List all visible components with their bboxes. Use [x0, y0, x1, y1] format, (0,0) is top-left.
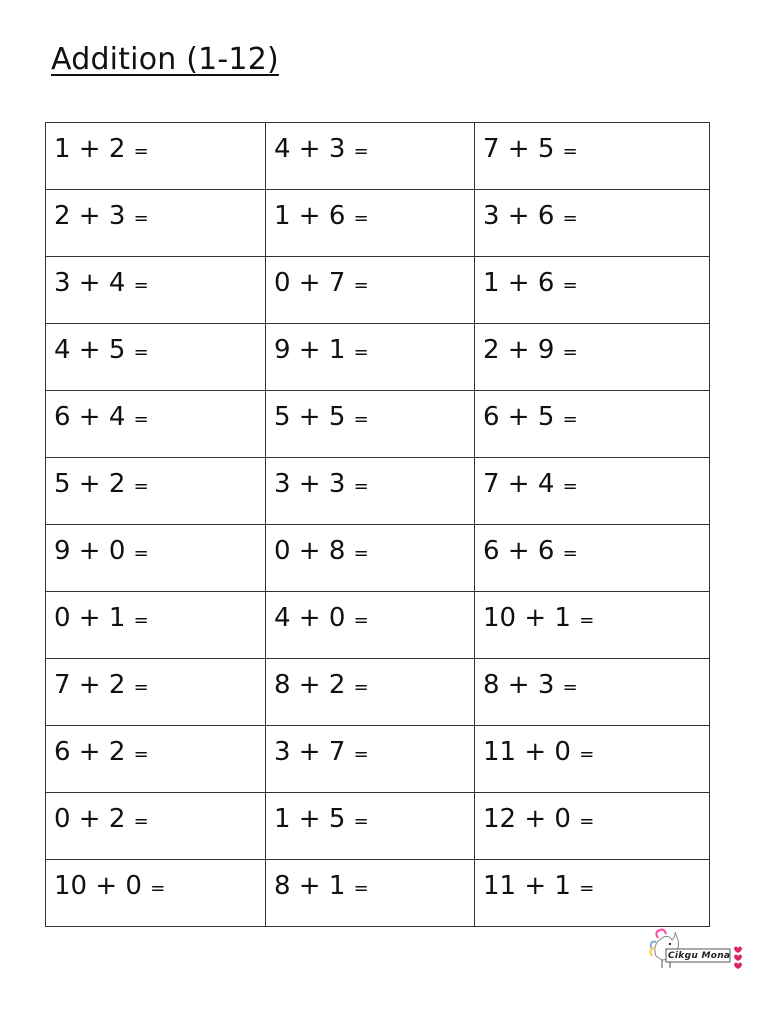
equals-sign: =: [562, 342, 578, 363]
addition-problem: [266, 793, 474, 840]
problem-cell: [266, 391, 475, 458]
problem-expression: 7 + 5: [483, 134, 555, 164]
addition-problem: [266, 190, 474, 237]
addition-problem: [266, 458, 474, 505]
worksheet-row: [46, 726, 710, 793]
problem-cell: [475, 123, 710, 190]
addition-problem: [266, 659, 474, 706]
problem-expression: 1 + 6: [483, 268, 555, 298]
equals-sign: =: [353, 275, 369, 296]
problem-expression: 4 + 3: [274, 134, 346, 164]
equals-sign: =: [133, 811, 149, 832]
worksheet-row: [46, 324, 710, 391]
problem-cell: [266, 257, 475, 324]
problem-cell: [266, 123, 475, 190]
equals-sign: =: [562, 141, 578, 162]
equals-sign: =: [562, 275, 578, 296]
problem-expression: 0 + 7: [274, 268, 346, 298]
worksheet-row: [46, 592, 710, 659]
equals-sign: =: [562, 208, 578, 229]
addition-problem: [46, 860, 265, 907]
problem-cell: [475, 458, 710, 525]
page-title: Addition (1-12): [51, 42, 279, 77]
problem-expression: 10 + 1: [483, 603, 571, 633]
addition-problem: [266, 525, 474, 572]
addition-problem: [46, 793, 265, 840]
problem-expression: 8 + 3: [483, 670, 555, 700]
addition-problem: [46, 391, 265, 438]
equals-sign: =: [353, 342, 369, 363]
problem-expression: 0 + 1: [54, 603, 126, 633]
problem-cell: [475, 324, 710, 391]
problem-cell: [46, 592, 266, 659]
equals-sign: =: [562, 476, 578, 497]
problem-expression: 3 + 4: [54, 268, 126, 298]
addition-problem: [46, 123, 265, 170]
equals-sign: =: [353, 677, 369, 698]
problem-expression: 9 + 1: [274, 335, 346, 365]
problem-cell: [46, 391, 266, 458]
problem-expression: 9 + 0: [54, 536, 126, 566]
problem-expression: 12 + 0: [483, 804, 571, 834]
equals-sign: =: [133, 677, 149, 698]
equals-sign: =: [133, 476, 149, 497]
addition-problem: [266, 257, 474, 304]
worksheet-body: [46, 123, 710, 927]
worksheet-row: [46, 391, 710, 458]
addition-problem: [266, 391, 474, 438]
addition-problem: [475, 391, 709, 438]
equals-sign: =: [353, 208, 369, 229]
equals-sign: =: [133, 409, 149, 430]
equals-sign: =: [353, 141, 369, 162]
addition-problem: [46, 458, 265, 505]
problem-cell: [475, 257, 710, 324]
addition-problem: [46, 324, 265, 371]
equals-sign: =: [353, 878, 369, 899]
addition-problem: [46, 190, 265, 237]
problem-expression: 11 + 0: [483, 737, 571, 767]
problem-cell: [266, 592, 475, 659]
problem-expression: 8 + 2: [274, 670, 346, 700]
addition-problem: [266, 324, 474, 371]
problem-cell: [46, 257, 266, 324]
worksheet-row: [46, 458, 710, 525]
equals-sign: =: [353, 543, 369, 564]
logo-text: Cikgu Mona: [668, 951, 731, 961]
addition-problem: [46, 726, 265, 773]
problem-cell: [266, 659, 475, 726]
equals-sign: =: [579, 878, 595, 899]
problem-expression: 4 + 0: [274, 603, 346, 633]
equals-sign: =: [353, 744, 369, 765]
problem-expression: 6 + 5: [483, 402, 555, 432]
addition-problem: [475, 324, 709, 371]
problem-cell: [46, 525, 266, 592]
addition-problem: [46, 525, 265, 572]
problem-expression: 10 + 0: [54, 871, 142, 901]
problem-cell: [46, 458, 266, 525]
problem-expression: 1 + 5: [274, 804, 346, 834]
addition-problem: [475, 860, 709, 907]
addition-problem: [475, 726, 709, 773]
problem-cell: [266, 458, 475, 525]
addition-problem: [46, 257, 265, 304]
equals-sign: =: [133, 208, 149, 229]
addition-problem: [475, 793, 709, 840]
worksheet-row: [46, 793, 710, 860]
problem-expression: 3 + 7: [274, 737, 346, 767]
addition-problem: [475, 123, 709, 170]
equals-sign: =: [579, 811, 595, 832]
problem-expression: 7 + 4: [483, 469, 555, 499]
worksheet-row: [46, 123, 710, 190]
problem-expression: 0 + 2: [54, 804, 126, 834]
problem-expression: 6 + 6: [483, 536, 555, 566]
equals-sign: =: [133, 342, 149, 363]
equals-sign: =: [133, 141, 149, 162]
problem-cell: [266, 860, 475, 927]
equals-sign: =: [579, 610, 595, 631]
addition-problem: [475, 458, 709, 505]
problem-cell: [46, 190, 266, 257]
problem-expression: 11 + 1: [483, 871, 571, 901]
problem-expression: 6 + 4: [54, 402, 126, 432]
problem-cell: [475, 391, 710, 458]
problem-expression: 3 + 6: [483, 201, 555, 231]
problem-expression: 4 + 5: [54, 335, 126, 365]
problem-cell: [46, 324, 266, 391]
addition-problem: [266, 726, 474, 773]
problem-expression: 5 + 5: [274, 402, 346, 432]
problem-cell: [46, 659, 266, 726]
worksheet-row: [46, 659, 710, 726]
problem-expression: 0 + 8: [274, 536, 346, 566]
worksheet-row: [46, 525, 710, 592]
problem-expression: 7 + 2: [54, 670, 126, 700]
problem-cell: [266, 190, 475, 257]
problem-cell: [475, 860, 710, 927]
problem-cell: [46, 793, 266, 860]
cikgu-mona-logo: [642, 926, 742, 970]
addition-problem: [475, 257, 709, 304]
equals-sign: =: [562, 409, 578, 430]
addition-worksheet-table: [45, 122, 710, 927]
equals-sign: =: [562, 543, 578, 564]
problem-cell: [266, 726, 475, 793]
problem-expression: 2 + 9: [483, 335, 555, 365]
problem-expression: 1 + 6: [274, 201, 346, 231]
problem-expression: 8 + 1: [274, 871, 346, 901]
problem-cell: [46, 123, 266, 190]
problem-cell: [475, 190, 710, 257]
equals-sign: =: [133, 543, 149, 564]
equals-sign: =: [562, 677, 578, 698]
equals-sign: =: [353, 409, 369, 430]
worksheet-row: [46, 860, 710, 927]
addition-problem: [46, 592, 265, 639]
equals-sign: =: [579, 744, 595, 765]
equals-sign: =: [150, 878, 166, 899]
addition-problem: [266, 860, 474, 907]
problem-cell: [475, 525, 710, 592]
problem-cell: [475, 793, 710, 860]
equals-sign: =: [353, 476, 369, 497]
problem-expression: 6 + 2: [54, 737, 126, 767]
problem-expression: 1 + 2: [54, 134, 126, 164]
worksheet-row: [46, 190, 710, 257]
problem-cell: [475, 726, 710, 793]
addition-problem: [46, 659, 265, 706]
problem-cell: [266, 793, 475, 860]
addition-problem: [475, 190, 709, 237]
problem-expression: 5 + 2: [54, 469, 126, 499]
problem-cell: [46, 726, 266, 793]
equals-sign: =: [353, 811, 369, 832]
equals-sign: =: [353, 610, 369, 631]
addition-problem: [266, 592, 474, 639]
addition-problem: [475, 592, 709, 639]
problem-cell: [46, 860, 266, 927]
problem-cell: [475, 592, 710, 659]
worksheet-row: [46, 257, 710, 324]
heart-icons: [734, 947, 742, 970]
equals-sign: =: [133, 610, 149, 631]
equals-sign: =: [133, 275, 149, 296]
problem-cell: [266, 525, 475, 592]
problem-expression: 3 + 3: [274, 469, 346, 499]
addition-problem: [266, 123, 474, 170]
addition-problem: [475, 659, 709, 706]
problem-cell: [475, 659, 710, 726]
problem-expression: 2 + 3: [54, 201, 126, 231]
addition-problem: [475, 525, 709, 572]
problem-cell: [266, 324, 475, 391]
equals-sign: =: [133, 744, 149, 765]
